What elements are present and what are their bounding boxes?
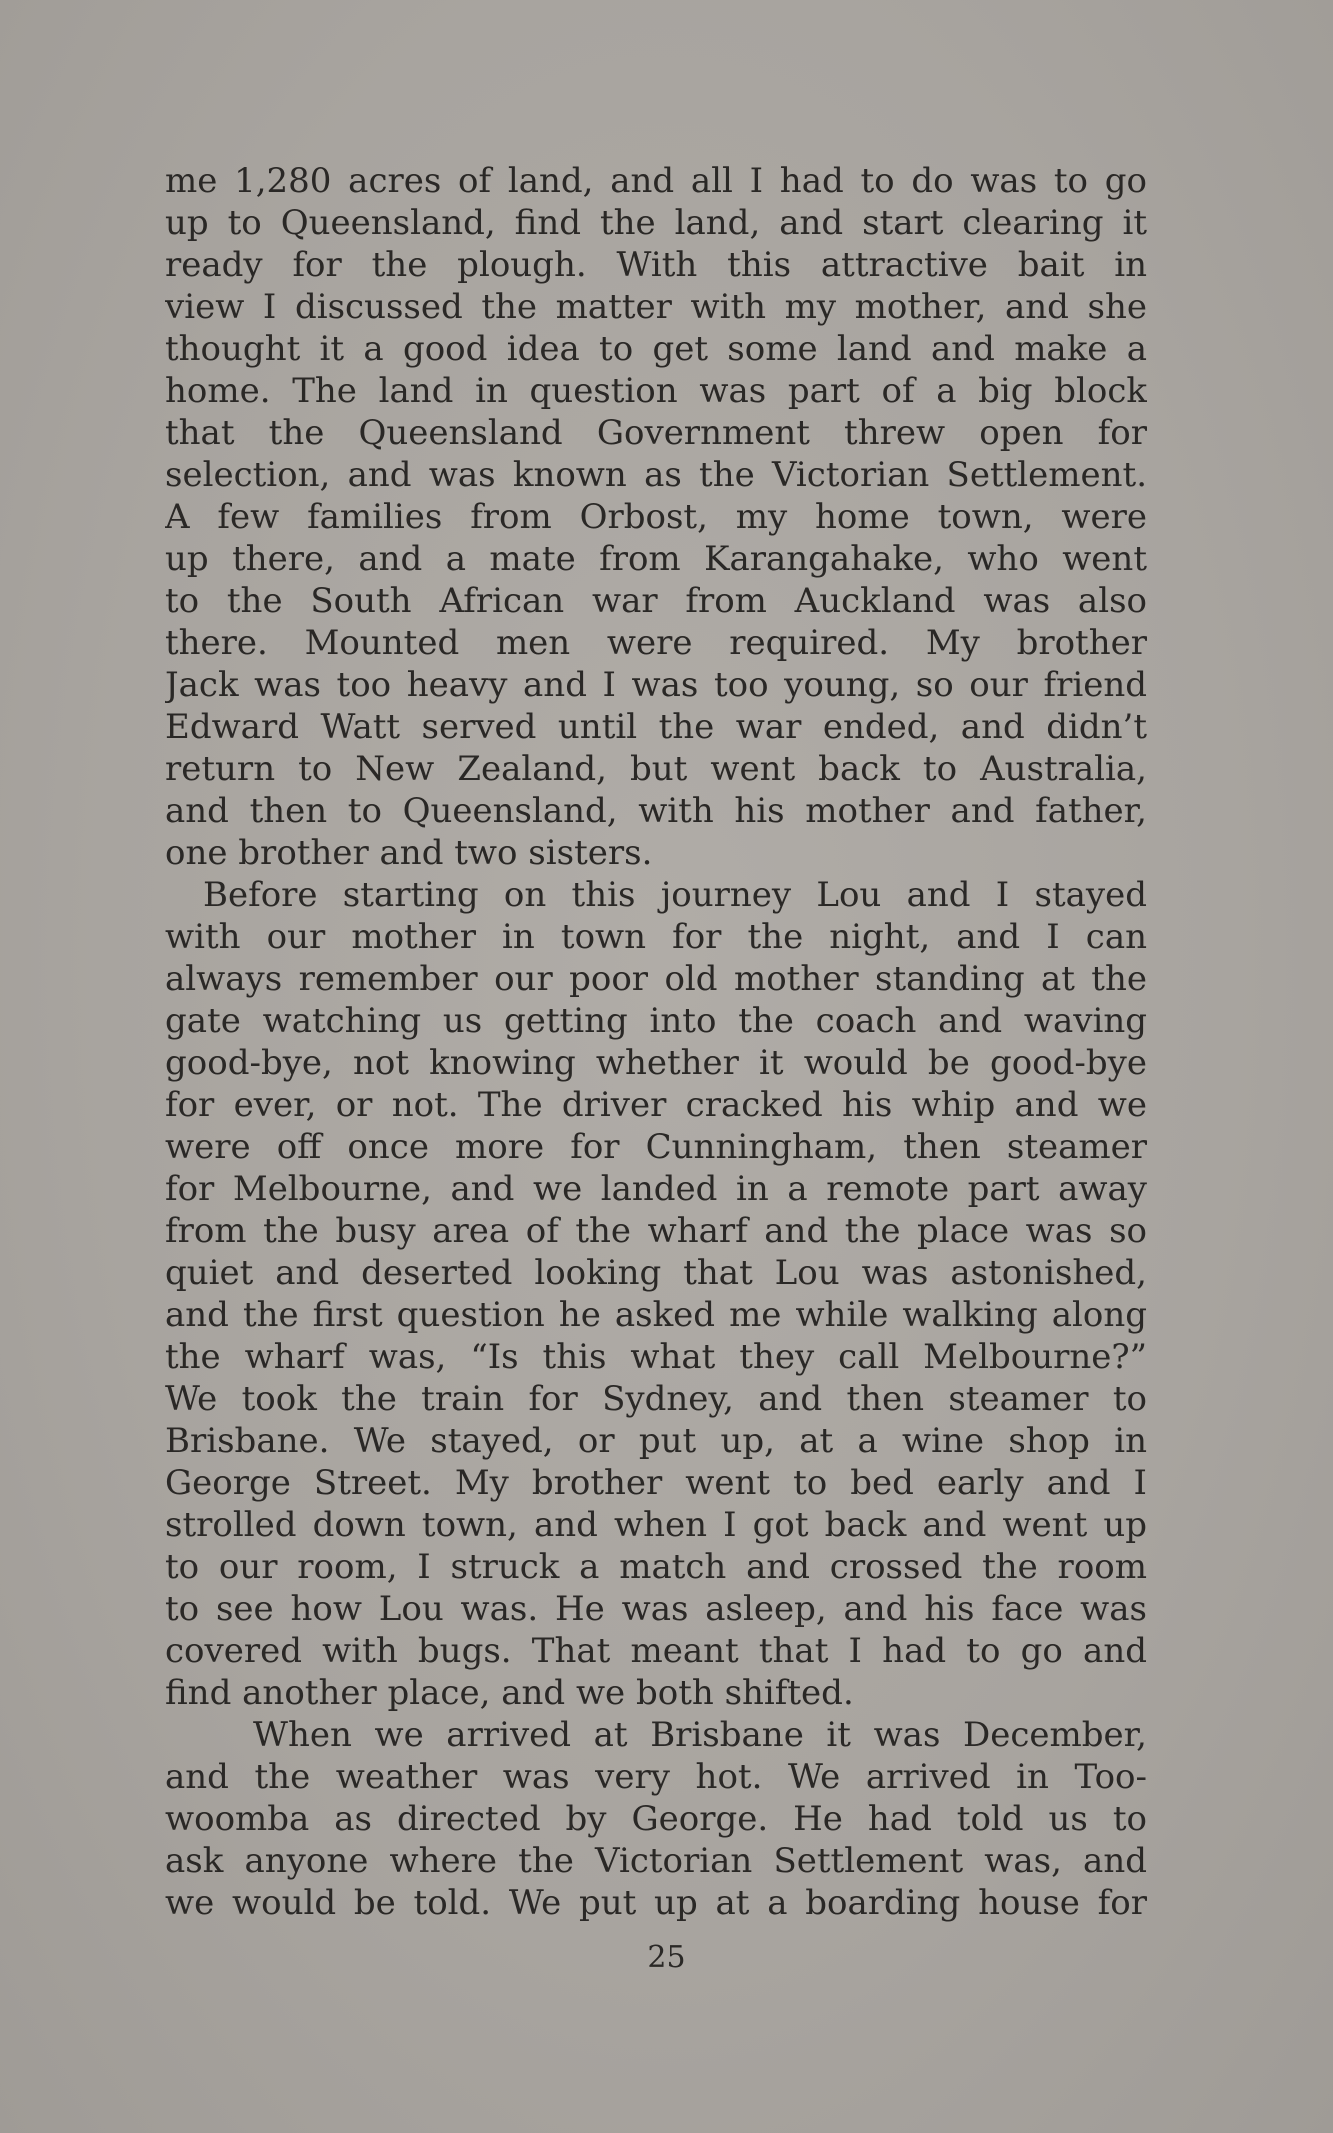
text-line: and the weather was very hot. We arrived in Too- xyxy=(165,1757,1147,1797)
paragraph-start-line: When we arrived at Brisbane it was December, xyxy=(253,1715,1147,1755)
text-line: one brother and two sisters. xyxy=(165,833,653,873)
text-line: me 1,280 acres of land, and all I had to do was to go xyxy=(165,161,1147,201)
text-line: to the South African war from Auckland was also xyxy=(165,581,1147,621)
paragraph-start-line: Before starting on this journey Lou and I stayed xyxy=(203,875,1147,915)
text-line: up there, and a mate from Karangahake, who went xyxy=(165,539,1147,579)
text-line: that the Queensland Government threw open for xyxy=(165,413,1147,453)
text-line: for ever, or not. The driver cracked his whip and we xyxy=(165,1085,1147,1125)
text-line: strolled down town, and when I got back and went up xyxy=(165,1505,1147,1545)
text-line: the wharf was, “Is this what they call Melbourne?” xyxy=(165,1337,1147,1377)
text-line: we would be told. We put up at a boarding house for xyxy=(165,1883,1147,1923)
text-line: always remember our poor old mother standing at the xyxy=(165,959,1147,999)
text-line: and the first question he asked me while walking along xyxy=(165,1295,1147,1335)
text-line: A few families from Orbost, my home town, were xyxy=(165,497,1147,537)
text-line: up to Queensland, find the land, and start clearing it xyxy=(165,203,1147,243)
text-line: Jack was too heavy and I was too young, so our friend xyxy=(165,665,1147,705)
text-line: ready for the plough. With this attractive bait in xyxy=(165,245,1147,285)
text-line: there. Mounted men were required. My brother xyxy=(165,623,1147,663)
text-line: Edward Watt served until the war ended, and didn’t xyxy=(165,707,1147,747)
text-line: for Melbourne, and we landed in a remote part away xyxy=(165,1169,1147,1209)
text-line: good-bye, not knowing whether it would be good-bye xyxy=(165,1043,1147,1083)
body-text xyxy=(165,160,1147,1924)
text-line: quiet and deserted looking that Lou was astonished, xyxy=(165,1253,1147,1293)
text-line: with our mother in town for the night, and I can xyxy=(165,917,1147,957)
text-line: were off once more for Cunningham, then steamer xyxy=(165,1127,1147,1167)
text-line: return to New Zealand, but went back to Australia, xyxy=(165,749,1147,789)
text-line: view I discussed the matter with my mother, and she xyxy=(165,287,1147,327)
text-line: We took the train for Sydney, and then steamer to xyxy=(165,1379,1147,1419)
text-line: covered with bugs. That meant that I had to go and xyxy=(165,1631,1147,1671)
page-number: 25 xyxy=(647,1940,686,1975)
text-line: to see how Lou was. He was asleep, and his face was xyxy=(165,1589,1147,1629)
text-line: gate watching us getting into the coach and waving xyxy=(165,1001,1147,1041)
text-line: home. The land in question was part of a big block xyxy=(165,371,1147,411)
text-line: to our room, I struck a match and crossed the room xyxy=(165,1547,1147,1587)
text-line: selection, and was known as the Victorian Settlement. xyxy=(165,455,1147,495)
text-line: and then to Queensland, with his mother and father, xyxy=(165,791,1147,831)
text-line: ask anyone where the Victorian Settlement was, and xyxy=(165,1841,1147,1881)
text-line: woomba as directed by George. He had told us to xyxy=(165,1799,1147,1839)
text-line: George Street. My brother went to bed early and I xyxy=(165,1463,1147,1503)
text-line: thought it a good idea to get some land and make a xyxy=(165,329,1147,369)
text-line: from the busy area of the wharf and the place was so xyxy=(165,1211,1147,1251)
text-line: find another place, and we both shifted. xyxy=(165,1673,854,1713)
text-line: Brisbane. We stayed, or put up, at a wine shop in xyxy=(165,1421,1147,1461)
